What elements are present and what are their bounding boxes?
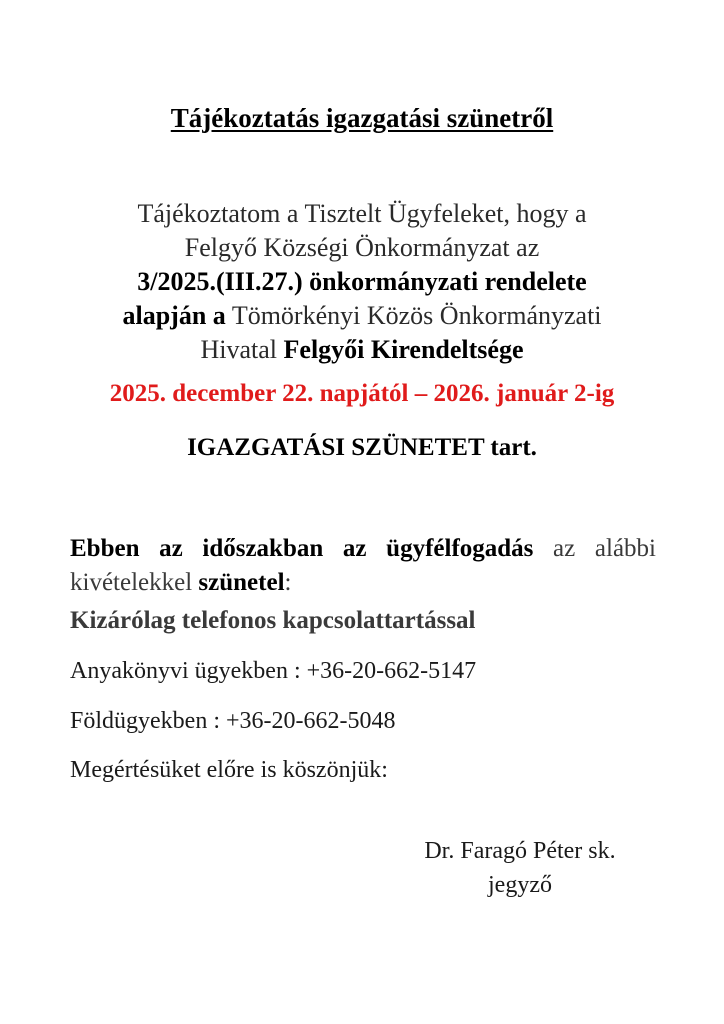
intro-line-2: Felgyő Községi Önkormányzat az	[184, 233, 540, 262]
office-word: Hivatal	[200, 335, 284, 364]
period-text-2: :	[284, 569, 292, 596]
phone-contact-heading: Kizárólag telefonos kapcsolattartással	[70, 607, 476, 634]
period-bold-1: Ebben az időszakban az ügyfélfogadás	[70, 535, 534, 562]
intro-basis: alapján a	[122, 301, 226, 330]
contact-land-affairs: Földügyekben : +36-20-662-5048	[70, 708, 396, 734]
period-paragraph	[70, 532, 656, 600]
signature-name: Dr. Faragó Péter sk.	[424, 838, 616, 864]
intro-paragraph	[40, 197, 684, 367]
closure-notice: IGAZGATÁSI SZÜNETET tart.	[187, 434, 537, 461]
contact-registry: Anyakönyvi ügyekben : +36-20-662-5147	[70, 658, 477, 684]
signature-role: jegyző	[488, 872, 552, 898]
period-bold-2: szünetel	[198, 569, 285, 596]
signature-block	[400, 834, 640, 902]
intro-line-1: Tájékoztatom a Tisztelt Ügyfeleket, hogy a	[137, 199, 587, 228]
closure-dates: 2025. december 22. napjától – 2026. január 2-ig	[109, 380, 615, 407]
office-name: Tömörkényi Közös Önkormányzati	[225, 301, 602, 330]
branch-name: Felgyői Kirendeltsége	[283, 335, 524, 364]
page-title: Tájékoztatás igazgatási szünetről	[170, 103, 554, 133]
period-text-1: az alábbi kivételekkel	[70, 535, 656, 596]
thanks-line: Megértésüket előre is köszönjük:	[70, 757, 388, 783]
decree-reference: 3/2025.(III.27.) önkormányzati rendelete	[137, 267, 587, 296]
